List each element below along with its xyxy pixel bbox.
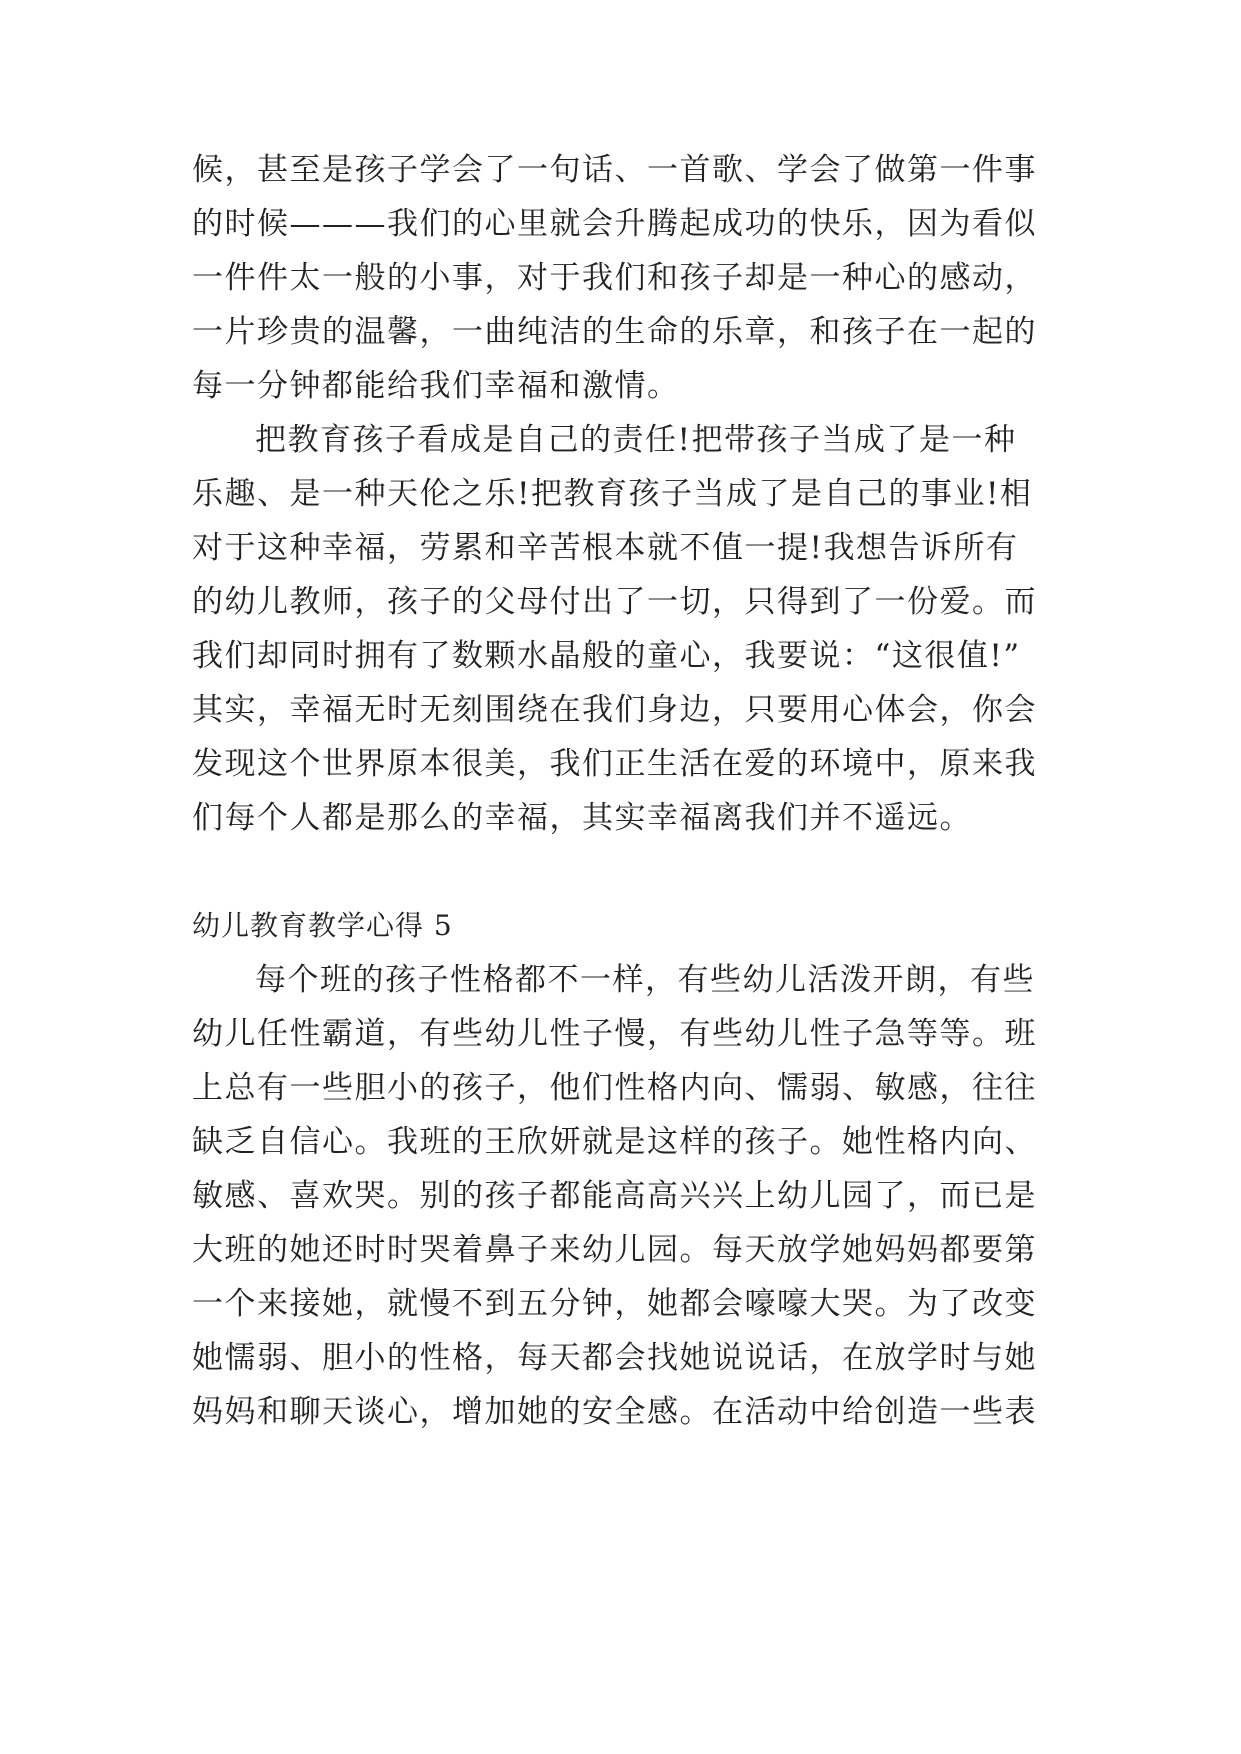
text-line: 一件件太一般的小事，对于我们和孩子却是一种心的感动， [192, 260, 1037, 296]
section-heading: 幼儿教育教学心得 5 [192, 909, 453, 942]
text-line: 妈妈和聊天谈心，增加她的安全感。在活动中给创造一些表 [192, 1394, 1037, 1430]
text-line: 大班的她还时时哭着鼻子来幼儿园。每天放学她妈妈都要第 [192, 1232, 1037, 1268]
text-line: 她懦弱、胆小的性格，每天都会找她说说话，在放学时与她 [192, 1340, 1037, 1376]
text-line: 每个班的孩子性格都不一样，有些幼儿活泼开朗，有些 [255, 962, 1035, 998]
text-line: 对于这种幸福，劳累和辛苦根本就不值一提!我想告诉所有 [192, 530, 1019, 566]
text-line: 一片珍贵的温馨，一曲纯洁的生命的乐章，和孩子在一起的 [192, 314, 1037, 350]
text-line: 缺乏自信心。我班的王欣妍就是这样的孩子。她性格内向、 [192, 1124, 1037, 1160]
text-line: 候，甚至是孩子学会了一句话、一首歌、学会了做第一件事 [192, 152, 1037, 188]
text-line: 上总有一些胆小的孩子，他们性格内向、懦弱、敏感，往往 [192, 1070, 1037, 1106]
text-line: 乐趣、是一种天伦之乐!把教育孩子当成了是自己的事业!相 [192, 476, 1033, 512]
text-line: 们每个人都是那么的幸福，其实幸福离我们并不遥远。 [192, 800, 972, 836]
text-line: 发现这个世界原本很美，我们正生活在爱的环境中，原来我 [192, 746, 1037, 782]
text-line: 的时候———我们的心里就会升腾起成功的快乐，因为看似 [192, 206, 1037, 242]
text-line: 敏感、喜欢哭。别的孩子都能高高兴兴上幼儿园了，而已是 [192, 1178, 1037, 1214]
text-line: 的幼儿教师，孩子的父母付出了一切，只得到了一份爱。而 [192, 584, 1037, 620]
text-line: 每一分钟都能给我们幸福和激情。 [192, 368, 680, 404]
text-line: 把教育孩子看成是自己的责任!把带孩子当成了是一种 [255, 422, 1017, 458]
text-line: 幼儿任性霸道，有些幼儿性子慢，有些幼儿性子急等等。班 [192, 1016, 1037, 1052]
text-line: 我们却同时拥有了数颗水晶般的童心，我要说：“这很值!” [192, 638, 1021, 674]
text-line: 一个来接她，就慢不到五分钟，她都会嚎嚎大哭。为了改变 [192, 1286, 1037, 1322]
text-line: 其实，幸福无时无刻围绕在我们身边，只要用心体会，你会 [192, 692, 1037, 728]
